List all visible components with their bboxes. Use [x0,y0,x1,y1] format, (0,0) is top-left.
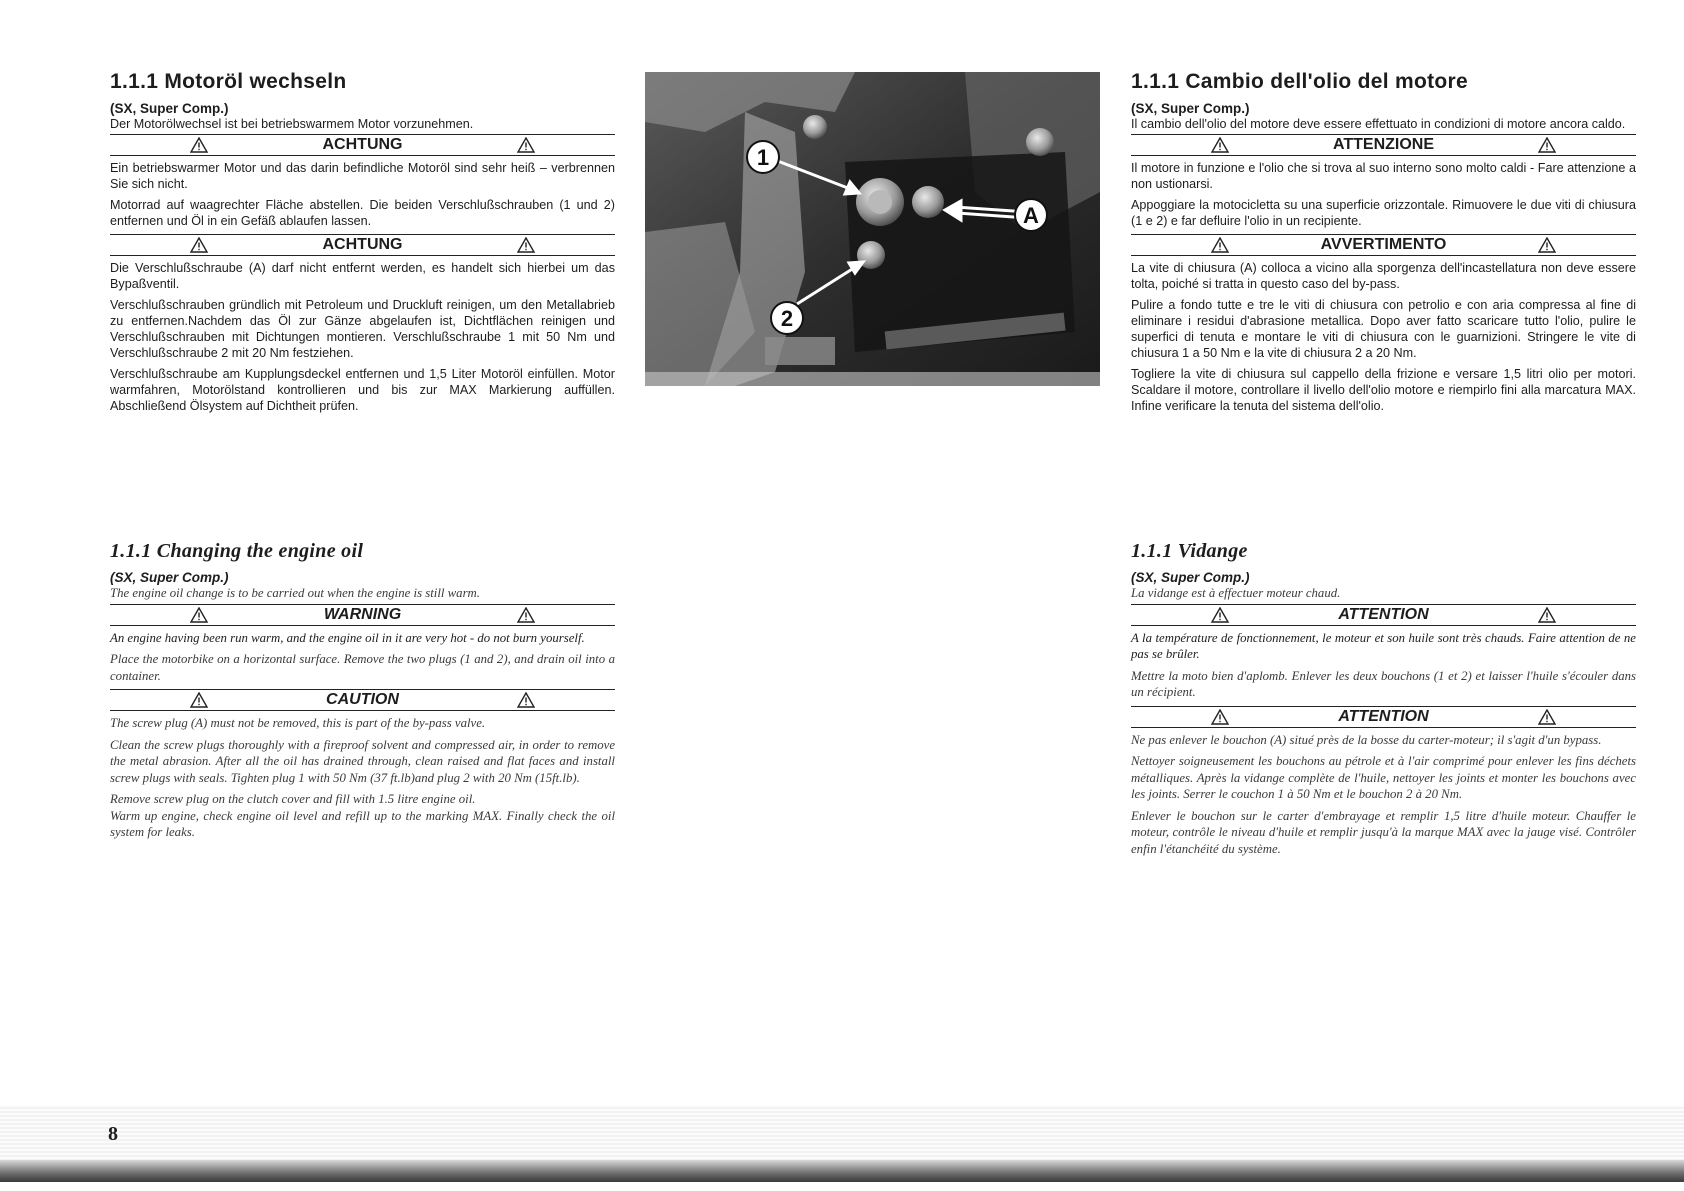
warning-label: WARNING [323,605,402,623]
paragraph: Togliere la vite di chiusura sul cappello della frizione e versare 1,5 litri olio per motori. Scaldare il motore, controllare il livello dell'olio motore e riempirlo fini alla marcatura MAX. Infine verificare la tenuta del sistema dell'olio. [1131,367,1636,413]
paragraph: Warm up engine, check engine oil level and refill up to the marking MAX. Finally check the oil system for leaks. [110,808,615,839]
section-title: 1.1.1 Changing the engine oil [110,540,364,562]
warning-label: ATTENZIONE [1332,136,1435,153]
warning-banner [110,134,615,156]
warning-banner [110,234,615,256]
paragraph: Nettoyer soigneusement les bouchons au pétrole et à l'air comprimé pour enlever les fins déchets métalliques. Après la vidange complète de l'huile, nettoyer les joints et monter les bouchons avec les joints. Serrer le couchon 1 à 50 Nm et le bouchon 2 à 20 Nm. [1131,754,1636,801]
intro-text: Il cambio dell'olio del motore deve essere effettuato in condizioni di motore ancora caldo. [1131,117,1626,131]
warning-text: Ein betriebswarmer Motor und das darin befindliche Motoröl sind sehr heiß – verbrennen Sie sich nicht. [110,161,615,191]
warning-text: Die Verschlußschraube (A) darf nicht entfernt werden, es handelt sich hierbei um das Bypaßventil. [110,261,615,291]
callout-a-label: A [1023,203,1039,228]
engine-photo [645,72,1100,386]
section-title: 1.1.1 Cambio dell'olio del motore [1131,70,1468,93]
warning-banner [110,604,615,626]
warning-triangle-icon [517,237,535,253]
section-subtitle: (SX, Super Comp.) [1131,101,1250,116]
scan-shading [0,1105,1684,1160]
intro-text: Der Motorölwechsel ist bei betriebswarmem Motor vorzunehmen. [110,117,474,131]
warning-label: ATTENTION [1338,707,1429,725]
warning-banner [1131,604,1636,626]
callout-1-label: 1 [756,145,770,170]
paragraph: Remove screw plug on the clutch cover and fill with 1.5 litre engine oil. [110,792,476,806]
warning-label: ACHTUNG [322,136,403,153]
paragraph: Appoggiare la motocicletta su una superficie orizzontale. Rimuovere le due viti di chiusura (1 e 2) e far defluire l'olio in un recipiente. [1131,198,1636,228]
warning-triangle-icon [517,692,535,708]
warning-banner [110,689,615,711]
section-title: 1.1.1 Vidange [1131,540,1248,562]
section-subtitle: (SX, Super Comp.) [110,101,229,116]
warning-text: La vite di chiusura (A) colloca a vicino alla sporgenza dell'incastellatura non deve essere tolta, poiché si tratta in questo caso del by-pass. [1131,261,1636,291]
paragraph: Mettre la moto bien d'aplomb. Enlever les deux bouchons (1 et 2) et laisser l'huile s'écouler dans un récipient. [1131,668,1636,699]
warning-triangle-icon [1538,709,1556,725]
paragraph: Clean the screw plugs thoroughly with a fireproof solvent and compressed air, in order to remove the metal abrasion. After all the oil has drained through, clean raised and flat faces and install screw plugs with seals. Tighten plug 1 with 50 Nm (37 ft.lb)and plug 2 with 20 Nm (15ft.lb). [110,737,615,785]
section-subtitle: (SX, Super Comp.) [1131,570,1250,585]
warning-triangle-icon [1538,607,1556,623]
warning-label: ATTENTION [1338,605,1429,623]
page-number: 8 [108,1123,118,1145]
warning-text: An engine having been run warm, and the engine oil in it are very hot - do not burn yourself. [110,630,585,645]
callout-2-label: 2 [780,306,794,331]
engine-photo-illustration [645,72,1100,386]
warning-triangle-icon [517,607,535,623]
warning-text: The screw plug (A) must not be removed, this is part of the by-pass valve. [110,716,486,730]
warning-text: A la température de fonctionnement, le moteur et son huile sont très chauds. Faire attention de ne pas se brûler. [1131,630,1636,661]
section-title: 1.1.1 Motoröl wechseln [110,70,347,93]
warning-banner [1131,234,1636,256]
warning-triangle-icon [1538,137,1556,153]
section-subtitle: (SX, Super Comp.) [110,570,229,585]
french-section [1131,540,1636,862]
german-section [110,70,615,419]
warning-banner [1131,706,1636,728]
english-section [110,540,615,846]
warning-triangle-icon [1538,237,1556,253]
paragraph: Place the motorbike on a horizontal surface. Remove the two plugs (1 and 2), and drain oil into a container. [110,652,615,683]
paragraph: Pulire a fondo tutte e tre le viti di chiusura con petrolio e con aria compressa al fine di eliminare i residui d'abrasione metallica. Dopo aver fatto scaricare tutto l'olio, pulire le superfici di tenuta e montare le viti di chiusura con le guarnizioni. Stringere le vite di chiusura 1 a 50 Nm e la vite di chiusura 2 a 20 Nm. [1131,298,1636,360]
paragraph: Motorrad auf waagrechter Fläche abstellen. Die beiden Verschlußschrauben (1 und 2) entfernen und Öl in ein Gefäß ablaufen lassen. [110,198,615,228]
intro-text: La vidange est à effectuer moteur chaud. [1131,586,1341,600]
warning-label: AVVERTIMENTO [1320,236,1447,253]
warning-label: CAUTION [326,691,399,708]
page-bottom-edge [0,1160,1684,1182]
paragraph: Enlever le bouchon sur le carter d'embrayage et remplir 1,5 litre d'huile moteur. Chauffer le moteur, contrôle le niveau d'huile et remplir jusqu'à la marque MAX avec la jauge visé. Contrôler enfin l'étanchéité du système. [1131,808,1636,856]
warning-triangle-icon [517,137,535,153]
italian-section [1131,70,1636,419]
warning-label: ACHTUNG [322,236,403,253]
warning-text: Ne pas enlever le bouchon (A) situé près de la bosse du carter-moteur; il s'agit d'un bypass. [1131,732,1602,747]
paragraph: Verschlußschraube am Kupplungsdeckel entfernen und 1,5 Liter Motoröl einfüllen. Motor warmfahren, Motorölstand kontrollieren und bis zur MAX Markierung auffüllen. Abschließend Ölsystem auf Dichtheit prüfen. [110,367,615,413]
warning-banner [1131,134,1636,156]
intro-text: The engine oil change is to be carried out when the engine is still warm. [110,586,480,600]
paragraph: Verschlußschrauben gründlich mit Petroleum und Druckluft reinigen, um den Metallabrieb zu entfernen.Nachdem das Öl zur Gänze abgelaufen ist, Dichtflächen reinigen und Verschlußschrauben mit Dichtungen montieren. Verschlußschraube 1 mit 50 Nm und Verschlußschraube 2 mit 20 Nm festziehen. [110,298,615,360]
warning-text: Il motore in funzione e l'olio che si trova al suo interno sono molto caldi - Fare attenzione a non ustionarsi. [1131,161,1636,191]
